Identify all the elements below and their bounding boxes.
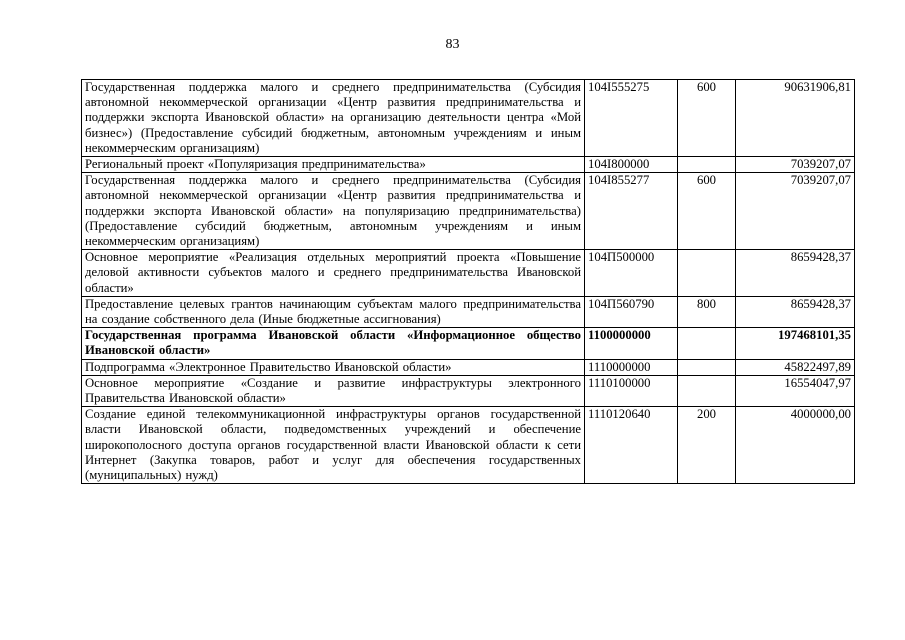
row-code-cell: 1110000000 [585,359,678,375]
row-amount-cell: 4000000,00 [736,407,855,484]
row-amount-cell: 8659428,37 [736,250,855,297]
row-name-cell: Государственная программа Ивановской области «Информационное общество Ивановской области» [82,328,585,359]
page-number: 83 [445,37,460,52]
row-name-cell: Основное мероприятие «Реализация отдельных мероприятий проекта «Повышение деловой активности субъектов малого и среднего предпринимательства Ивановской области» [82,250,585,297]
table-row [82,296,855,327]
row-amount-cell: 90631906,81 [736,80,855,157]
row-name-cell: Государственная поддержка малого и среднего предпринимательства (Субсидия автономной некоммерческой организации «Центр развития предпринимательства и поддержки экспорта Ивановской области» на популяризацию предпринимательства) (Предоставление субсидий бюджетным, автономным учреждениям и иным некоммерческим организациям) [82,173,585,250]
row-code-cell: 104I800000 [585,157,678,173]
row-name-cell: Основное мероприятие «Создание и развитие инфраструктуры электронного Правительства Ивановской области» [82,375,585,406]
row-code-cell: 1100000000 [585,328,678,359]
row-code-cell: 104П560790 [585,296,678,327]
table-row [82,157,855,173]
row-name-cell: Создание единой телекоммуникационной инфраструктуры органов государственной власти Ивановской области, подведомственных учреждений и обеспечение широкополосного доступа органов государственной власти Ивановской области к сети Интернет (Закупка товаров, работ и услуг для обеспечения государственных (муниципальных) нужд) [82,407,585,484]
budget-table-body [82,80,855,484]
row-code-cell: 1110100000 [585,375,678,406]
row-amount-cell: 45822497,89 [736,359,855,375]
table-row [82,80,855,157]
table-row [82,375,855,406]
row-expense-type-cell: 600 [678,173,736,250]
row-expense-type-cell [678,359,736,375]
row-expense-type-cell: 800 [678,296,736,327]
row-name-cell: Региональный проект «Популяризация предпринимательства» [82,157,585,173]
row-amount-cell: 8659428,37 [736,296,855,327]
row-amount-cell: 7039207,07 [736,157,855,173]
table-row [82,407,855,484]
row-expense-type-cell: 200 [678,407,736,484]
table-row [82,359,855,375]
row-name-cell: Государственная поддержка малого и среднего предпринимательства (Субсидия автономной некоммерческой организации «Центр развития предпринимательства и поддержки экспорта Ивановской области» на организацию деятельности центра «Мой бизнес») (Предоставление субсидий бюджетным, автономным учреждениям и иным некоммерческим организациям) [82,80,585,157]
row-expense-type-cell [678,157,736,173]
table-row [82,328,855,359]
row-name-cell: Предоставление целевых грантов начинающим субъектам малого предпринимательства на создание собственного дела (Иные бюджетные ассигнования) [82,296,585,327]
row-expense-type-cell: 600 [678,80,736,157]
row-name-cell: Подпрограмма «Электронное Правительство Ивановской области» [82,359,585,375]
row-amount-cell: 7039207,07 [736,173,855,250]
row-code-cell: 104П500000 [585,250,678,297]
row-amount-cell: 16554047,97 [736,375,855,406]
row-code-cell: 1110120640 [585,407,678,484]
row-code-cell: 104I555275 [585,80,678,157]
row-amount-cell: 197468101,35 [736,328,855,359]
row-code-cell: 104I855277 [585,173,678,250]
table-row [82,250,855,297]
row-expense-type-cell [678,328,736,359]
row-expense-type-cell [678,375,736,406]
row-expense-type-cell [678,250,736,297]
budget-table [81,79,855,484]
table-row [82,173,855,250]
